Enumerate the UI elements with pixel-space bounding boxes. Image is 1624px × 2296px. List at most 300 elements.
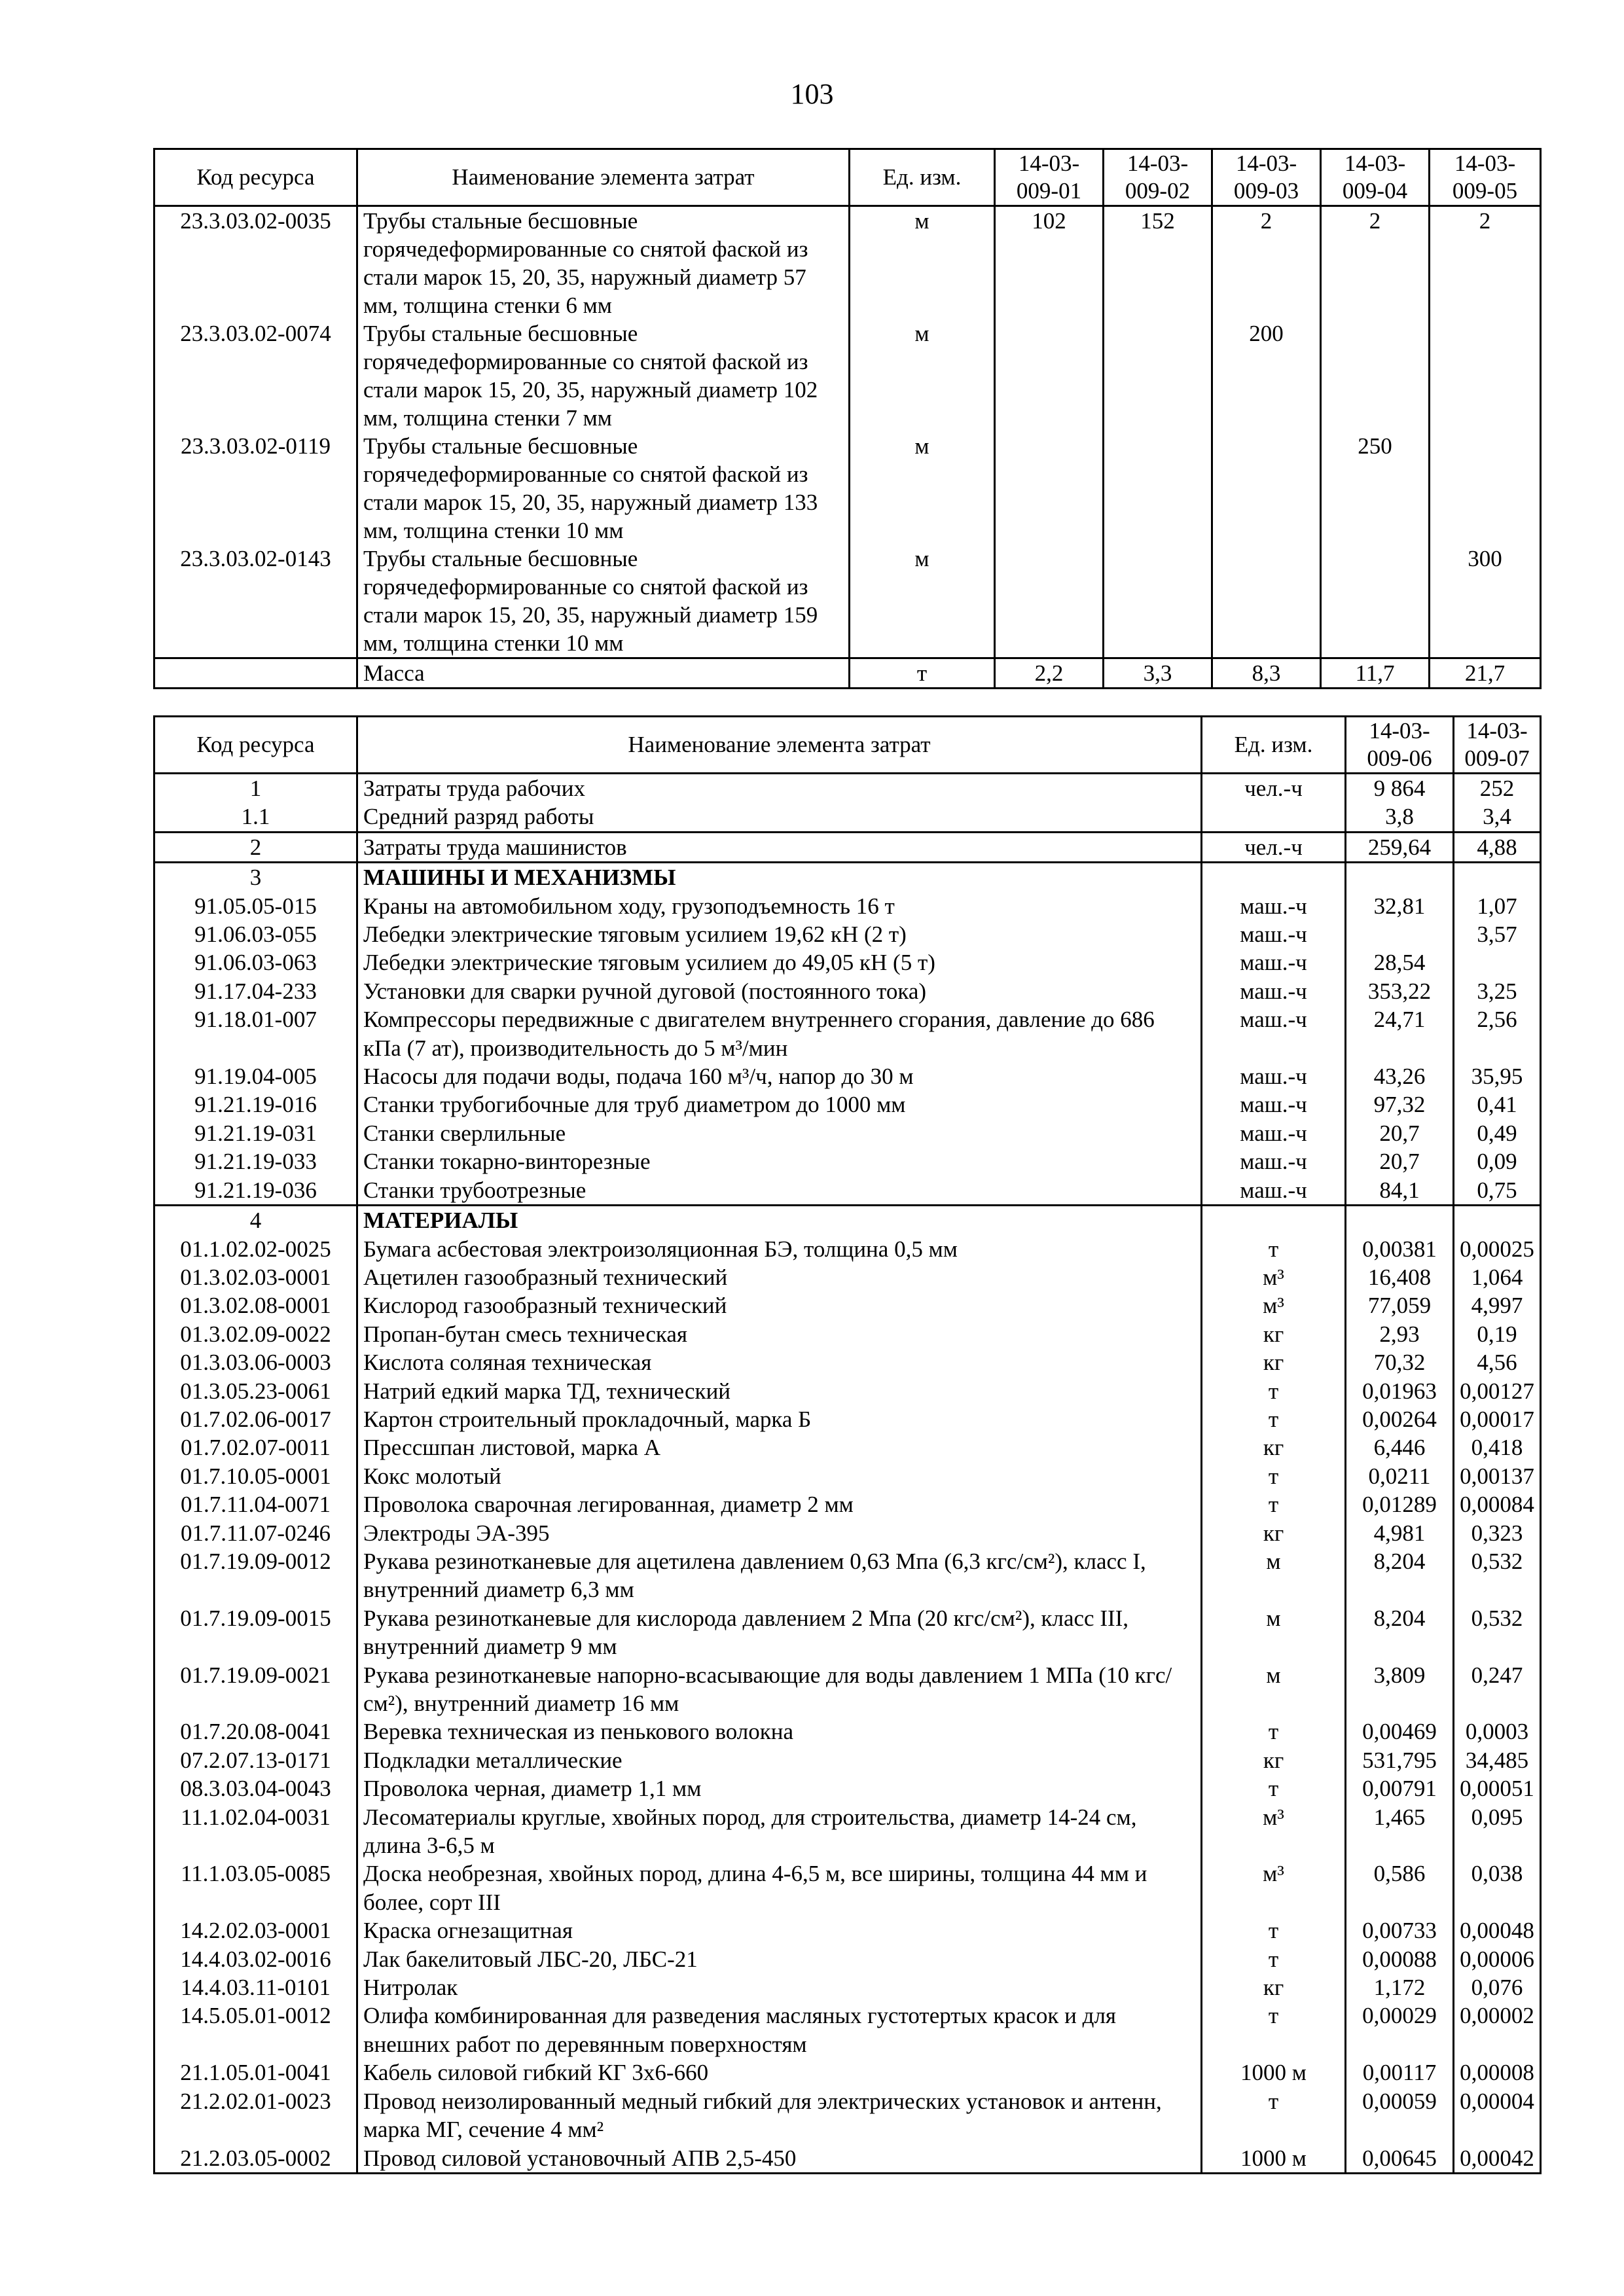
value-cell: 0,00025 [1454,1235,1541,1263]
value-cell: 0,09 [1454,1147,1541,1175]
value-cell: 2 [1430,206,1541,320]
value-cell [1454,948,1541,977]
resource-code: 01.1.02.02-0025 [154,1235,357,1263]
resource-name: Рукава резинотканевые для кислорода давлением 2 Мпа (20 кгс/см²), класс III, внутренний диаметр 9 мм [357,1604,1202,1661]
resource-code: 91.19.04-005 [154,1062,357,1090]
table-row [154,1519,1541,1547]
resource-name: Компрессоры передвижные с двигателем внутреннего сгорания, давление до 686 кПа (7 ат), производительность до 5 м³/мин [357,1005,1202,1062]
resource-name: Натрий едкий марка ТД, технический [357,1377,1202,1405]
value-cell: 0,00127 [1454,1377,1541,1405]
value-cell [1454,863,1541,892]
resource-code: 07.2.07.13-0171 [154,1746,357,1774]
resource-code: 14.4.03.11-0101 [154,1973,357,2001]
header-col: 14-03-009-02 [1104,149,1212,206]
unit-cell: маш.-ч [1202,1176,1346,1206]
table-row [154,1661,1541,1718]
table-row [154,1746,1541,1774]
unit-cell: м [1202,1604,1346,1661]
unit-cell: м³ [1202,1263,1346,1291]
unit-cell: кг [1202,1746,1346,1774]
value-cell: 0,00051 [1454,1774,1541,1803]
resource-name: Ацетилен газообразный технический [357,1263,1202,1291]
table-row [154,802,1541,832]
resource-code: 14.2.02.03-0001 [154,1916,357,1945]
value-cell: 0,00048 [1454,1916,1541,1945]
resource-name: Затраты труда рабочих [357,774,1202,803]
value-cell: 6,446 [1346,1433,1454,1462]
header-col: 14-03-009-01 [995,149,1104,206]
value-cell: 0,00002 [1454,2001,1541,2058]
table-row [154,1263,1541,1291]
resource-code: 2 [154,832,357,862]
unit-cell: маш.-ч [1202,1090,1346,1119]
header-unit: Ед. изм. [1202,717,1346,774]
value-cell [1346,863,1454,892]
resource-name: Рукава резинотканевые для ацетилена давлением 0,63 Мпа (6,3 кгс/см²), класс I, внутренний диаметр 6,3 мм [357,1547,1202,1604]
table-row [154,1945,1541,1973]
unit-cell: чел.-ч [1202,774,1346,803]
value-cell: 2,56 [1454,1005,1541,1062]
unit-cell: т [1202,1462,1346,1490]
resource-name: Олифа комбинированная для разведения масляных густотертых красок и для внешних работ по деревянным поверхностям [357,2001,1202,2058]
value-cell: 0,00137 [1454,1462,1541,1490]
resource-code [154,658,357,689]
table-row [154,1405,1541,1433]
value-cell: 77,059 [1346,1291,1454,1319]
header-unit: Ед. изм. [850,149,995,206]
value-cell: 0,00733 [1346,1916,1454,1945]
value-cell: 0,247 [1454,1661,1541,1718]
resource-name: Провод силовой установочный АПВ 2,5-450 [357,2144,1202,2174]
value-cell: 0,323 [1454,1519,1541,1547]
table-row [154,545,1541,658]
table-row [154,1291,1541,1319]
value-cell: 0,00059 [1346,2087,1454,2144]
resource-name: Пропан-бутан смесь техническая [357,1320,1202,1348]
unit-cell: м [850,432,995,545]
unit-cell: м [850,206,995,320]
resource-code: 91.21.19-036 [154,1176,357,1206]
header-code: Код ресурса [154,717,357,774]
value-cell: 0,00381 [1346,1235,1454,1263]
unit-cell: м [850,319,995,432]
value-cell: 0,00008 [1454,2058,1541,2087]
value-cell: 21,7 [1430,658,1541,689]
value-cell: 0,00004 [1454,2087,1541,2144]
unit-cell [1202,863,1346,892]
resource-name: Бумага асбестовая электроизоляционная БЭ, толщина 0,5 мм [357,1235,1202,1263]
value-cell [1346,920,1454,948]
resource-code: 21.1.05.01-0041 [154,2058,357,2087]
resource-code: 91.05.05-015 [154,892,357,920]
value-cell: 0,418 [1454,1433,1541,1462]
unit-cell: т [1202,2087,1346,2144]
unit-cell: маш.-ч [1202,1119,1346,1147]
value-cell: 0,586 [1346,1859,1454,1916]
unit-cell: м [1202,1661,1346,1718]
resource-name: Веревка техническая из пенькового волокна [357,1717,1202,1746]
value-cell: 1,07 [1454,892,1541,920]
table-row [154,1005,1541,1062]
value-cell: 0,095 [1454,1803,1541,1860]
resource-code: 23.3.03.02-0143 [154,545,357,658]
resource-code: 23.3.03.02-0074 [154,319,357,432]
value-cell: 2 [1212,206,1321,320]
resource-code: 01.7.19.09-0021 [154,1661,357,1718]
resource-name: Затраты труда машинистов [357,832,1202,862]
resource-name: Подкладки металлические [357,1746,1202,1774]
table-row [154,1433,1541,1462]
resource-name: Установки для сварки ручной дуговой (постоянного тока) [357,977,1202,1005]
resource-code: 01.7.19.09-0015 [154,1604,357,1661]
value-cell: 0,076 [1454,1973,1541,2001]
table-row [154,1147,1541,1175]
value-cell [1104,545,1212,658]
value-cell: 4,981 [1346,1519,1454,1547]
unit-cell: 1000 м [1202,2144,1346,2174]
header-col: 14-03-009-06 [1346,717,1454,774]
resource-table-2 [153,715,1542,2174]
table-row [154,206,1541,320]
value-cell: 0,00264 [1346,1405,1454,1433]
value-cell [1104,432,1212,545]
unit-cell: т [1202,1377,1346,1405]
unit-cell: кг [1202,1973,1346,2001]
resource-code: 1.1 [154,802,357,832]
value-cell: 0,532 [1454,1547,1541,1604]
unit-cell: маш.-ч [1202,892,1346,920]
value-cell: 97,32 [1346,1090,1454,1119]
unit-cell: кг [1202,1348,1346,1376]
resource-name: Трубы стальные бесшовные горячедеформированные со снятой фаской из стали марок 15, 20, 35, наружный диаметр 57 мм, толщина стенки 6 мм [357,206,850,320]
resource-code: 21.2.03.05-0002 [154,2144,357,2174]
resource-code: 01.3.02.09-0022 [154,1320,357,1348]
table-row [154,1490,1541,1518]
resource-name: Станки трубоотрезные [357,1176,1202,1206]
unit-cell: м³ [1202,1291,1346,1319]
unit-cell: м³ [1202,1859,1346,1916]
header-col: 14-03-009-03 [1212,149,1321,206]
value-cell: 4,56 [1454,1348,1541,1376]
resource-table-1 [153,148,1542,689]
resource-code: 01.7.11.04-0071 [154,1490,357,1518]
value-cell: 0,01289 [1346,1490,1454,1518]
resource-name: Лак бакелитовый ЛБС-20, ЛБС-21 [357,1945,1202,1973]
value-cell: 16,408 [1346,1263,1454,1291]
table-row [154,1119,1541,1147]
value-cell: 152 [1104,206,1212,320]
resource-code: 11.1.02.04-0031 [154,1803,357,1860]
header-col: 14-03-009-04 [1321,149,1430,206]
table1-header-row [154,149,1541,206]
table-row [154,319,1541,432]
value-cell: 28,54 [1346,948,1454,977]
unit-cell: кг [1202,1519,1346,1547]
value-cell: 0,00117 [1346,2058,1454,2087]
resource-code: 91.21.19-016 [154,1090,357,1119]
table-row [154,1235,1541,1263]
value-cell [995,545,1104,658]
value-cell: 9 864 [1346,774,1454,803]
table-row [154,1348,1541,1376]
value-cell: 3,3 [1104,658,1212,689]
unit-cell: т [1202,1945,1346,1973]
value-cell: 3,8 [1346,802,1454,832]
unit-cell: т [1202,1717,1346,1746]
table-row [154,977,1541,1005]
value-cell: 8,204 [1346,1547,1454,1604]
resource-name: Лесоматериалы круглые, хвойных пород, для строительства, диаметр 14-24 см, длина 3-6,5 м [357,1803,1202,1860]
resource-code: 3 [154,863,357,892]
resource-code: 91.17.04-233 [154,977,357,1005]
value-cell: 1,172 [1346,1973,1454,2001]
table-row [154,948,1541,977]
unit-cell: м [850,545,995,658]
value-cell [995,319,1104,432]
unit-cell [1202,1206,1346,1235]
resource-code: 08.3.03.04-0043 [154,1774,357,1803]
resource-name: Станки трубогибочные для труб диаметром до 1000 мм [357,1090,1202,1119]
table-row [154,2058,1541,2087]
resource-code: 01.7.02.07-0011 [154,1433,357,1462]
value-cell: 4,997 [1454,1291,1541,1319]
resource-code: 01.7.11.07-0246 [154,1519,357,1547]
resource-code: 4 [154,1206,357,1235]
value-cell: 252 [1454,774,1541,803]
resource-code: 01.7.02.06-0017 [154,1405,357,1433]
unit-cell: т [1202,1490,1346,1518]
resource-code: 14.4.03.02-0016 [154,1945,357,1973]
value-cell: 102 [995,206,1104,320]
resource-name: Картон строительный прокладочный, марка Б [357,1405,1202,1433]
value-cell: 20,7 [1346,1147,1454,1175]
unit-cell: маш.-ч [1202,977,1346,1005]
table-row [154,1206,1541,1235]
resource-code: 01.3.02.03-0001 [154,1263,357,1291]
value-cell: 20,7 [1346,1119,1454,1147]
resource-code: 01.3.03.06-0003 [154,1348,357,1376]
value-cell: 11,7 [1321,658,1430,689]
table-row [154,2144,1541,2174]
resource-code: 11.1.03.05-0085 [154,1859,357,1916]
section-title: МАШИНЫ И МЕХАНИЗМЫ [357,863,1202,892]
unit-cell: маш.-ч [1202,1147,1346,1175]
resource-name: Трубы стальные бесшовные горячедеформированные со снятой фаской из стали марок 15, 20, 35, наружный диаметр 159 мм, толщина стенки 10 мм [357,545,850,658]
unit-cell: т [1202,2001,1346,2058]
value-cell: 0,49 [1454,1119,1541,1147]
table-row [154,1547,1541,1604]
resource-name: Нитролак [357,1973,1202,2001]
resource-code: 1 [154,774,357,803]
value-cell: 0,038 [1454,1859,1541,1916]
resource-name: Трубы стальные бесшовные горячедеформированные со снятой фаской из стали марок 15, 20, 35, наружный диаметр 102 мм, толщина стенки 7 мм [357,319,850,432]
table-row [154,432,1541,545]
value-cell: 0,00084 [1454,1490,1541,1518]
header-col: 14-03-009-07 [1454,717,1541,774]
resource-name: Доска необрезная, хвойных пород, длина 4-6,5 м, все ширины, толщина 44 мм и более, сорт III [357,1859,1202,1916]
resource-name: Краска огнезащитная [357,1916,1202,1945]
value-cell: 84,1 [1346,1176,1454,1206]
value-cell: 0,00006 [1454,1945,1541,1973]
unit-cell: т [1202,1405,1346,1433]
table-row [154,1916,1541,1945]
value-cell: 43,26 [1346,1062,1454,1090]
table-row [154,1803,1541,1860]
value-cell: 0,0211 [1346,1462,1454,1490]
value-cell [1430,432,1541,545]
resource-code: 01.7.10.05-0001 [154,1462,357,1490]
unit-cell: т [1202,1916,1346,1945]
table-row [154,1973,1541,2001]
value-cell: 0,00029 [1346,2001,1454,2058]
value-cell [1454,1206,1541,1235]
header-name: Наименование элемента затрат [357,717,1202,774]
resource-name: Кокс молотый [357,1462,1202,1490]
resource-code: 91.06.03-055 [154,920,357,948]
resource-name: Краны на автомобильном ходу, грузоподъемность 16 т [357,892,1202,920]
value-cell: 0,0003 [1454,1717,1541,1746]
value-cell: 34,485 [1454,1746,1541,1774]
resource-name: Трубы стальные бесшовные горячедеформированные со снятой фаской из стали марок 15, 20, 35, наружный диаметр 133 мм, толщина стенки 10 мм [357,432,850,545]
table-row [154,1062,1541,1090]
value-cell [1321,319,1430,432]
header-name: Наименование элемента затрат [357,149,850,206]
table-row [154,920,1541,948]
value-cell: 259,64 [1346,832,1454,862]
unit-cell: маш.-ч [1202,1062,1346,1090]
value-cell: 3,809 [1346,1661,1454,1718]
table-row [154,1377,1541,1405]
resource-name: Кислород газообразный технический [357,1291,1202,1319]
unit-cell: м [1202,1547,1346,1604]
value-cell: 35,95 [1454,1062,1541,1090]
table-row [154,1774,1541,1803]
value-cell: 0,532 [1454,1604,1541,1661]
resource-name: Станки токарно-винторезные [357,1147,1202,1175]
resource-name: Кислота соляная техническая [357,1348,1202,1376]
resource-name: Лебедки электрические тяговым усилием 19,62 кН (2 т) [357,920,1202,948]
table-row [154,1604,1541,1661]
resource-code: 91.21.19-033 [154,1147,357,1175]
resource-name: Станки сверлильные [357,1119,1202,1147]
resource-name: Прессшпан листовой, марка А [357,1433,1202,1462]
resource-code: 01.7.19.09-0012 [154,1547,357,1604]
resource-name: Рукава резинотканевые напорно-всасывающие для воды давлением 1 МПа (10 кгс/см²), внутренний диаметр 16 мм [357,1661,1202,1718]
table-row [154,1090,1541,1119]
table-row [154,774,1541,803]
resource-code: 23.3.03.02-0119 [154,432,357,545]
resource-code: 23.3.03.02-0035 [154,206,357,320]
section-title: МАТЕРИАЛЫ [357,1206,1202,1235]
value-cell: 3,57 [1454,920,1541,948]
value-cell: 3,4 [1454,802,1541,832]
value-cell: 0,00645 [1346,2144,1454,2174]
value-cell: 200 [1212,319,1321,432]
table-row [154,892,1541,920]
value-cell: 2,93 [1346,1320,1454,1348]
value-cell [1321,545,1430,658]
unit-cell [1202,802,1346,832]
value-cell: 4,88 [1454,832,1541,862]
table-row [154,1176,1541,1206]
resource-code: 01.7.20.08-0041 [154,1717,357,1746]
table-row [154,1859,1541,1916]
value-cell: 1,064 [1454,1263,1541,1291]
value-cell: 8,3 [1212,658,1321,689]
value-cell: 300 [1430,545,1541,658]
value-cell: 353,22 [1346,977,1454,1005]
value-cell [1212,545,1321,658]
page-number: 103 [790,78,834,110]
resource-code: 91.06.03-063 [154,948,357,977]
value-cell: 0,00042 [1454,2144,1541,2174]
table-row [154,2001,1541,2058]
table-row [154,1320,1541,1348]
unit-cell: 1000 м [1202,2058,1346,2087]
resource-code: 91.18.01-007 [154,1005,357,1062]
value-cell: 0,01963 [1346,1377,1454,1405]
value-cell: 0,00017 [1454,1405,1541,1433]
header-col: 14-03-009-05 [1430,149,1541,206]
value-cell: 0,00088 [1346,1945,1454,1973]
value-cell: 1,465 [1346,1803,1454,1860]
value-cell: 0,75 [1454,1176,1541,1206]
header-code: Код ресурса [154,149,357,206]
resource-code: 01.3.02.08-0001 [154,1291,357,1319]
table-row [154,832,1541,862]
unit-cell: чел.-ч [1202,832,1346,862]
value-cell: 0,00469 [1346,1717,1454,1746]
value-cell: 250 [1321,432,1430,545]
value-cell: 2,2 [995,658,1104,689]
value-cell: 70,32 [1346,1348,1454,1376]
unit-cell: маш.-ч [1202,948,1346,977]
resource-name: Проволока черная, диаметр 1,1 мм [357,1774,1202,1803]
unit-cell: т [1202,1774,1346,1803]
table-row [154,658,1541,689]
resource-code: 91.21.19-031 [154,1119,357,1147]
value-cell [1346,1206,1454,1235]
resource-name: Насосы для подачи воды, подача 160 м³/ч, напор до 30 м [357,1062,1202,1090]
value-cell: 32,81 [1346,892,1454,920]
table-row [154,2087,1541,2144]
resource-name: Масса [357,658,850,689]
value-cell: 531,795 [1346,1746,1454,1774]
unit-cell: маш.-ч [1202,920,1346,948]
value-cell: 2 [1321,206,1430,320]
resource-name: Проволока сварочная легированная, диаметр 2 мм [357,1490,1202,1518]
resource-code: 14.5.05.01-0012 [154,2001,357,2058]
table2-header-row [154,717,1541,774]
value-cell: 8,204 [1346,1604,1454,1661]
table-row [154,863,1541,892]
resource-name: Кабель силовой гибкий КГ 3х6-660 [357,2058,1202,2087]
unit-cell: маш.-ч [1202,1005,1346,1062]
value-cell: 0,00791 [1346,1774,1454,1803]
value-cell [995,432,1104,545]
resource-code: 01.3.05.23-0061 [154,1377,357,1405]
value-cell: 0,19 [1454,1320,1541,1348]
unit-cell: т [850,658,995,689]
unit-cell: т [1202,1235,1346,1263]
resource-code: 21.2.02.01-0023 [154,2087,357,2144]
resource-name: Провод неизолированный медный гибкий для электрических установок и антенн, марка МГ, сечение 4 мм² [357,2087,1202,2144]
value-cell [1104,319,1212,432]
value-cell: 3,25 [1454,977,1541,1005]
unit-cell: кг [1202,1320,1346,1348]
value-cell: 0,41 [1454,1090,1541,1119]
table-row [154,1462,1541,1490]
